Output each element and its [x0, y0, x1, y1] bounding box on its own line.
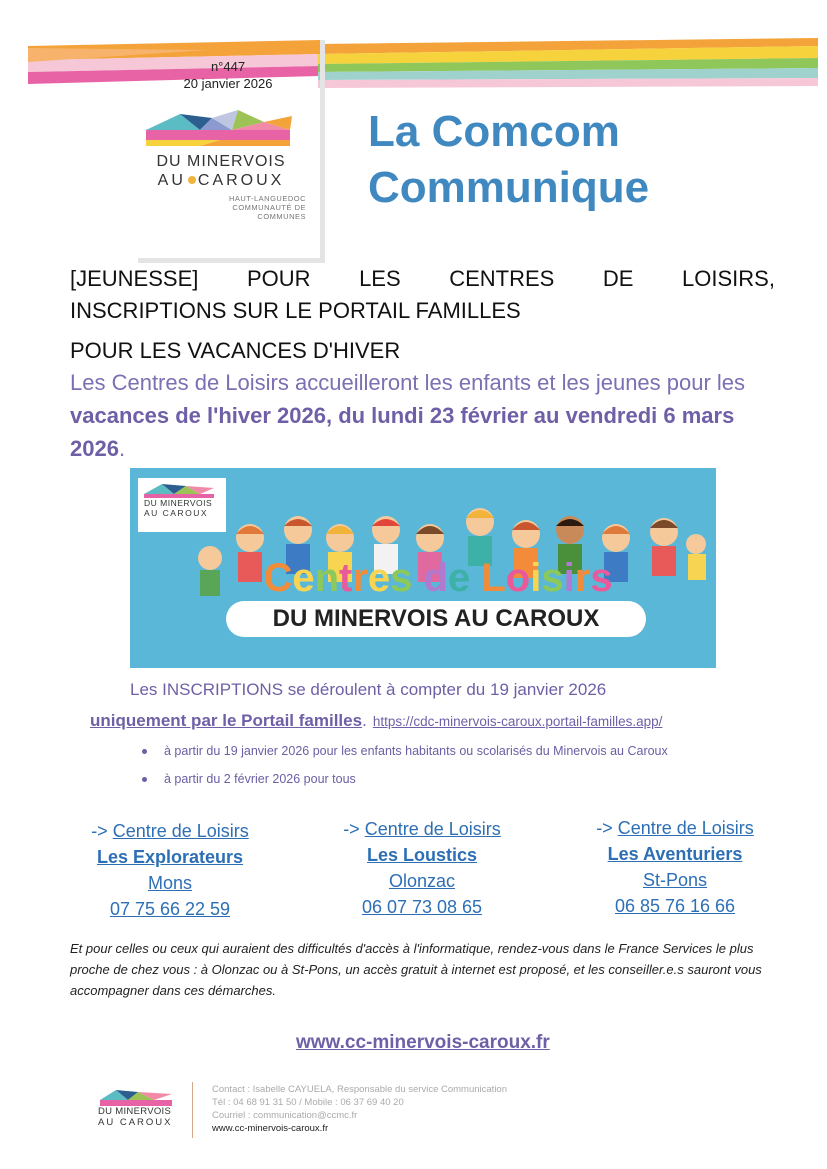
- hero-title-letter: e: [292, 556, 315, 600]
- footer-website-link[interactable]: www.cc-minervois-caroux.fr: [212, 1123, 329, 1134]
- footer-logo-mountains: [98, 1088, 178, 1106]
- center-phone-link[interactable]: 06 85 76 16 66: [614, 896, 736, 916]
- headline-word: LES: [359, 266, 401, 291]
- center-label-link[interactable]: Centre de Loisirs: [364, 819, 501, 839]
- center-town: Olonzac: [388, 871, 456, 891]
- footer-contact-email: Courriel : communication@ccmc.fr: [212, 1110, 358, 1121]
- center-phone-link[interactable]: 06 07 73 08 65: [361, 897, 483, 917]
- inscriptions-line2: [90, 711, 662, 731]
- hero-title-letter: d: [423, 556, 448, 600]
- headline-word: [JEUNESSE]: [70, 266, 199, 291]
- center-name-link[interactable]: Les Aventuriers: [607, 844, 743, 864]
- hero-title-letter: L: [481, 556, 506, 600]
- hero-title-letter: n: [314, 556, 340, 600]
- inscriptions-period: .: [362, 711, 367, 730]
- center-loustics: [302, 816, 542, 920]
- page-title-line2: Communique: [368, 163, 650, 212]
- comcom-logo-mountains: [140, 108, 302, 152]
- lead-dates: vacances de l'hiver 2026, du lundi 23 février au vendredi 6 mars 2026: [70, 403, 735, 461]
- lead-end: .: [118, 436, 126, 461]
- headline-line1: [70, 266, 775, 292]
- hero-title-letter: r: [574, 556, 591, 600]
- hero-title-letter: s: [390, 556, 413, 600]
- hero-title-letter: [470, 556, 481, 600]
- hero-title-letter: s: [541, 556, 564, 600]
- logo-text-line1: DU MINERVOIS: [156, 153, 286, 170]
- headline-line3: POUR LES VACANCES D'HIVER: [70, 338, 401, 363]
- logo-subtitle: [196, 194, 306, 221]
- hero-title-letter: [412, 556, 423, 600]
- inscriptions-bullets: [138, 743, 758, 799]
- center-name-link[interactable]: Les Explorateurs: [96, 847, 244, 867]
- headline-line2: INSCRIPTIONS SUR LE PORTAIL FAMILLES: [70, 298, 521, 323]
- arrow-icon: ->: [596, 818, 613, 838]
- center-label: [302, 816, 542, 842]
- logo-text-line2: [140, 172, 302, 190]
- logo-subtitle-line1: HAUT-LANGUEDOC: [228, 194, 306, 203]
- list-item: à partir du 19 janvier 2026 pour les enfants habitants ou scolarisés du Minervois au Caroux: [138, 743, 758, 759]
- hero-title: [238, 556, 638, 601]
- headline-word: POUR: [246, 266, 311, 291]
- center-explorateurs: [50, 818, 290, 922]
- center-label: [555, 815, 795, 841]
- center-town: Mons: [147, 873, 192, 893]
- list-item: à partir du 2 février 2026 pour tous: [138, 771, 758, 787]
- page-title: [368, 104, 649, 216]
- arrow-icon: ->: [343, 819, 360, 839]
- hero-title-letter: i: [530, 556, 542, 600]
- hero-title-letter: s: [590, 556, 613, 600]
- lead-text: Les Centres de Loisirs accueilleront les enfants et les jeunes pour les: [70, 370, 746, 395]
- issue-info: [148, 58, 308, 92]
- logo-text-au: AU: [157, 172, 186, 189]
- center-name-link[interactable]: Les Loustics: [366, 845, 478, 865]
- hero-title-letter: r: [352, 556, 368, 600]
- issue-number: n°447: [210, 59, 246, 74]
- assistance-note: Et pour celles ou ceux qui auraient des difficultés d'accès à l'informatique, rendez-vous dans le France Services le plus proche de chez vous : à Olonzac ou à St-Pons, un accès gratuit à internet est proposé, et les conseiller.e.s sauront vous accompagner dans ces démarches.: [70, 941, 762, 998]
- hero-title-letter: e: [367, 556, 391, 600]
- portail-familles-link[interactable]: uniquement par le Portail familles: [90, 711, 363, 730]
- hero-logo-line1: DU MINERVOIS: [144, 498, 213, 508]
- center-label-link[interactable]: Centre de Loisirs: [617, 818, 754, 838]
- footer-contact: [212, 1083, 507, 1135]
- center-label-link[interactable]: Centre de Loisirs: [112, 821, 249, 841]
- arrow-icon: ->: [91, 821, 108, 841]
- lead-paragraph: [70, 366, 760, 465]
- center-phone-link[interactable]: 07 75 66 22 59: [109, 899, 231, 919]
- header-banner-right: [318, 38, 818, 88]
- headline-word: CENTRES: [449, 266, 555, 291]
- footer-contact-phone: Tél : 04 68 91 31 50 / Mobile : 06 37 69 40 20: [212, 1097, 404, 1108]
- hero-subtitle: DU MINERVOIS AU CAROUX: [226, 601, 646, 637]
- footer-divider: [192, 1082, 193, 1138]
- footer-logo-line1: DU MINERVOIS: [98, 1106, 172, 1117]
- footer-logo-line2: AU CAROUX: [98, 1117, 173, 1128]
- page-title-line1: La Comcom: [368, 107, 620, 156]
- inscriptions-line1: Les INSCRIPTIONS se déroulent à compter du 19 janvier 2026: [130, 680, 607, 699]
- hero-title-letter: e: [447, 556, 471, 600]
- hero-title-letter: t: [339, 556, 353, 600]
- center-label: [50, 818, 290, 844]
- center-aventuriers: [555, 815, 795, 919]
- hero-title-letter: C: [263, 556, 293, 600]
- footer-contact-name: Contact : Isabelle CAYUELA, Responsable du service Communication: [212, 1084, 507, 1095]
- issue-date: 20 janvier 2026: [183, 76, 273, 91]
- hero-title-letter: o: [505, 556, 531, 600]
- headline-word: DE: [602, 266, 634, 291]
- website-link[interactable]: www.cc-minervois-caroux.fr: [296, 1032, 550, 1053]
- logo-subtitle-line2: COMMUNAUTÉ DE COMMUNES: [232, 203, 306, 221]
- hero-title-letter: i: [563, 556, 575, 600]
- center-town: St-Pons: [642, 870, 708, 890]
- portail-url-link[interactable]: https://cdc-minervois-caroux.portail-familles.app/: [372, 714, 663, 729]
- hero-image: [130, 468, 716, 668]
- headline-word: LOISIRS,: [682, 266, 775, 291]
- logo-text-caroux: CAROUX: [197, 172, 285, 189]
- hero-logo-line2: AU CAROUX: [144, 508, 209, 518]
- logo-dot-icon: [188, 176, 196, 184]
